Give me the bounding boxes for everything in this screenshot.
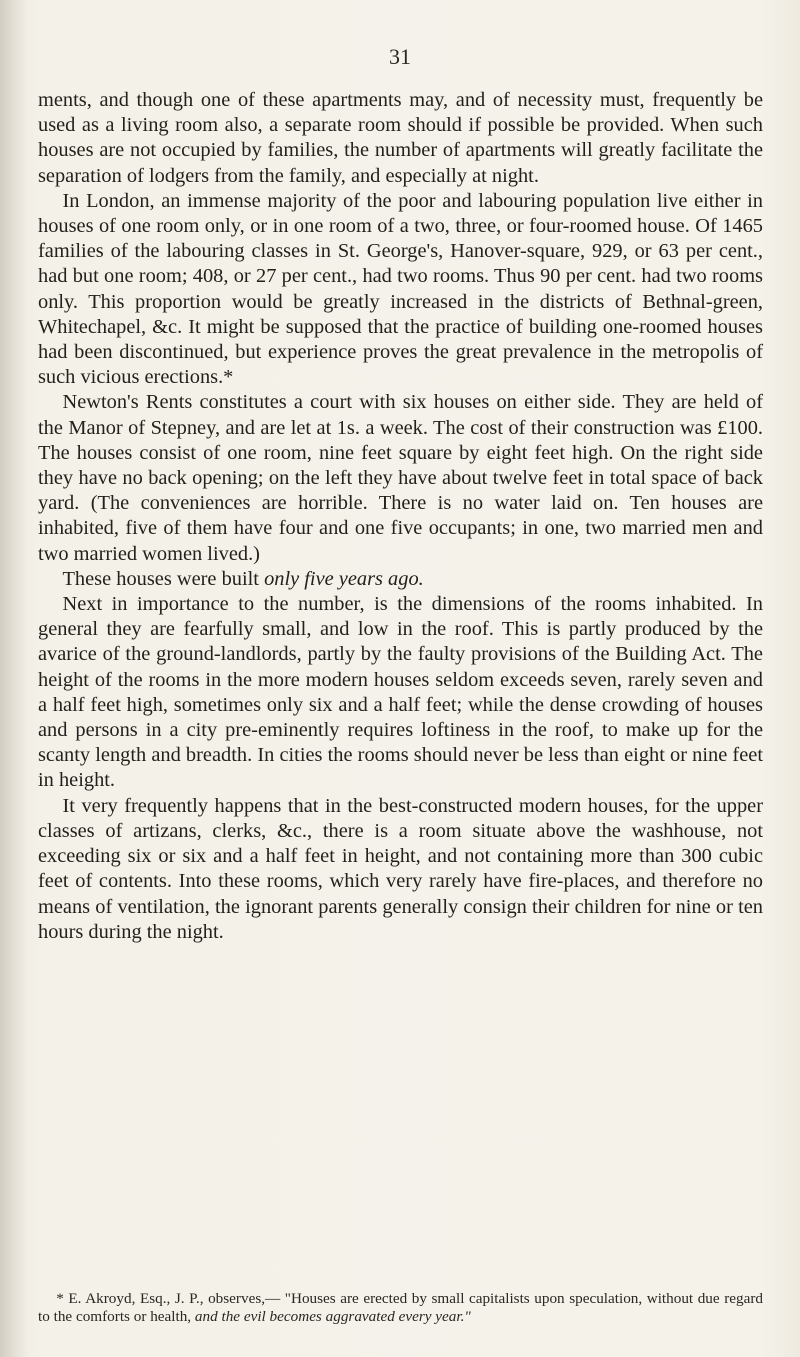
body-text <box>38 88 763 945</box>
page-number: 31 <box>389 44 411 69</box>
footnote-prefix: * E. Akroyd, Esq., J. P., observes,— "Houses are erected by small capitalists upon speculation, without due regard to the comforts or health, <box>38 1290 763 1325</box>
footnote <box>38 1290 763 1325</box>
paragraph-london-rooms: In London, an immense majority of the poor and labouring population live either in houses of one room only, or in one room of a two, three, or four-roomed house. Of 1465 families of the labouring classes in St. George's, Hanover-square, 929, or 63 per cent., had but one room; 408, or 27 per cent., had two rooms. Thus 90 per cent. had two rooms only. This proportion would be greatly increased in the districts of Bethnal-green, Whitechapel, &c. It might be supposed that the practice of building one-roomed houses had been discontinued, but experience proves the great prevalence in the metropolis of such vicious erections.* <box>38 189 763 389</box>
paragraph-room-dimensions: Next in importance to the number, is the dimensions of the rooms inhabited. In general they are fearfully small, and low in the roof. This is partly produced by the avarice of the ground-landlords, partly by the faulty provisions of the Building Act. The height of the rooms in the more modern houses seldom exceeds seven, rarely seven and a half feet high, sometimes only six and a half feet; while the dense crowding of houses and persons in a city pre-eminently requires loftiness in the roof, to make up for the scanty length and breadth. In cities the rooms should never be less than eight or nine feet in height. <box>38 593 763 792</box>
paragraph-newtons-rents: Newton's Rents constitutes a court with six houses on either side. They are held of the Manor of Stepney, and are let at 1s. a week. The cost of their construction was £100. The houses consist of one room, nine feet square by eight feet high. On the right side they have no back opening; on the left they have about twelve feet in total space of back yard. (The conveniences are horrible. There is no water laid on. Ten houses are inhabited, five of them have four and one five occupants; in one, two married men and two married women lived.) <box>38 391 763 565</box>
paragraph-apartments: ments, and though one of these apartments may, and of necessity must, frequently be used as a living room also, a separate room should if possible be provided. When such houses are not occupied by families, the number of apartments will greatly facilitate the separation of lodgers from the family, and especially at night. <box>38 89 763 187</box>
paragraph-washhouse-rooms: It very frequently happens that in the best-constructed modern houses, for the upper classes of artizans, clerks, &c., there is a room situate above the washhouse, not exceeding six or six and a half feet in height, and not containing more than 300 cubic feet of contents. Into these rooms, which very rarely have fire-places, and therefore no means of ventilation, the ignorant parents generally consign their children for nine or ten hours during the night. <box>38 794 763 943</box>
built-sentence-prefix: These houses were built <box>62 567 265 590</box>
footnote-text <box>38 1290 763 1325</box>
page-gutter-shadow <box>0 0 28 1357</box>
built-sentence-emphasis: only five years ago. <box>264 567 424 590</box>
footnote-emphasis: and the evil becomes aggravated every year." <box>194 1307 471 1325</box>
paragraph-built-recently <box>38 567 763 592</box>
